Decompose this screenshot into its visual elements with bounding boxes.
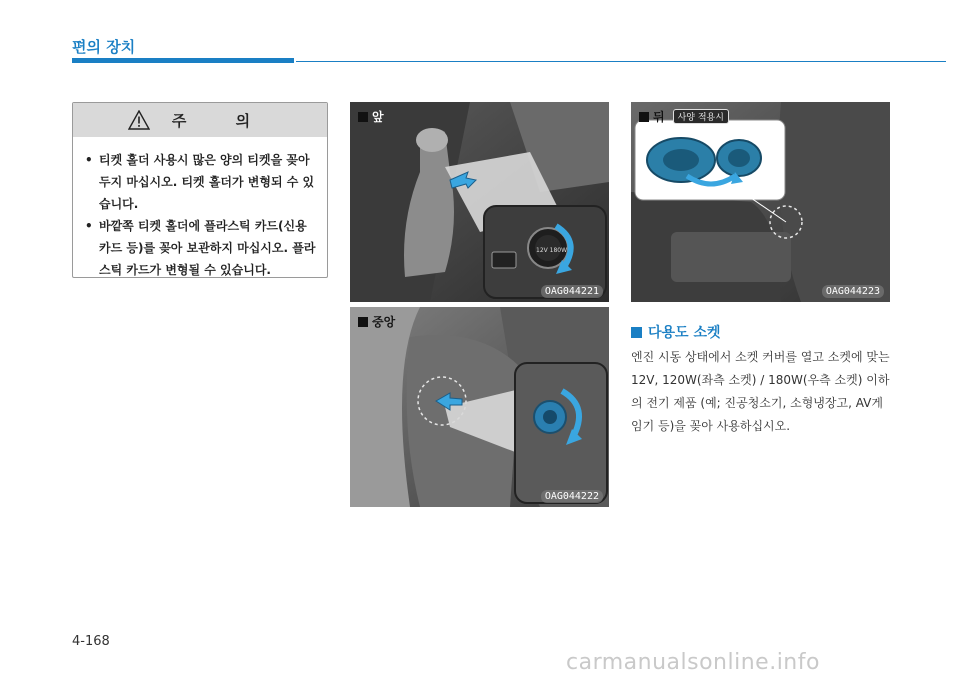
warning-icon (128, 110, 150, 130)
caution-item: • 티켓 홀더 사용시 많은 양의 티켓을 꽂아 두지 마십시오. 티켓 홀더가 변형되 수 있습니다. (99, 149, 317, 215)
caution-header (73, 103, 327, 137)
photo-front-label: 앞 (372, 110, 384, 124)
caution-box (72, 102, 328, 278)
photo-rear-code: OAG044223 (822, 285, 884, 298)
photo-center-tag (358, 313, 395, 330)
option-badge: 사양 적용시 (673, 109, 729, 124)
socket-readout: 12V 180W (536, 247, 568, 254)
caution-list (73, 137, 327, 281)
photo-center-label: 중앙 (372, 315, 396, 329)
watermark: carmanualsonline.info (566, 650, 820, 675)
page-number: 4-168 (72, 634, 110, 649)
page-header-title: 편의 장치 (72, 38, 136, 56)
section-title: 다용도 소켓 (648, 325, 721, 341)
photo-center (350, 307, 609, 507)
square-icon (358, 112, 368, 122)
photo-center-code: OAG044222 (541, 490, 603, 503)
photo-rear-tag (639, 108, 729, 125)
square-icon (358, 317, 368, 327)
rear-seat-illustration (631, 102, 890, 302)
section-body: 엔진 시동 상태에서 소켓 커버를 열고 소켓에 맞는 12V, 120W(좌측 소켓) / 180W(우측 소켓) 이하의 전기 제품 (예; 진공청소기, 소형냉장고, AV게임기 등)을 꽂아 사용하십시오. (631, 350, 890, 433)
photo-front-code: OAG044221 (541, 285, 603, 298)
photo-rear (631, 102, 890, 302)
center-console-illustration (350, 307, 609, 507)
photo-front (350, 102, 609, 302)
caution-title: 주 의 (171, 111, 273, 130)
photo-rear-label: 뒤 (653, 110, 665, 124)
square-icon (631, 327, 642, 338)
front-console-illustration (350, 102, 609, 302)
photo-front-tag (358, 108, 384, 125)
header-rule-thin (296, 61, 946, 62)
header-rule-thick (72, 58, 294, 63)
section-heading (631, 322, 721, 342)
caution-item: • 바깥쪽 티켓 홀더에 플라스틱 카드(신용카드 등)를 꽂아 보관하지 마십시오. 플라스틱 카드가 변형될 수 있습니다. (99, 215, 317, 281)
square-icon (639, 112, 649, 122)
